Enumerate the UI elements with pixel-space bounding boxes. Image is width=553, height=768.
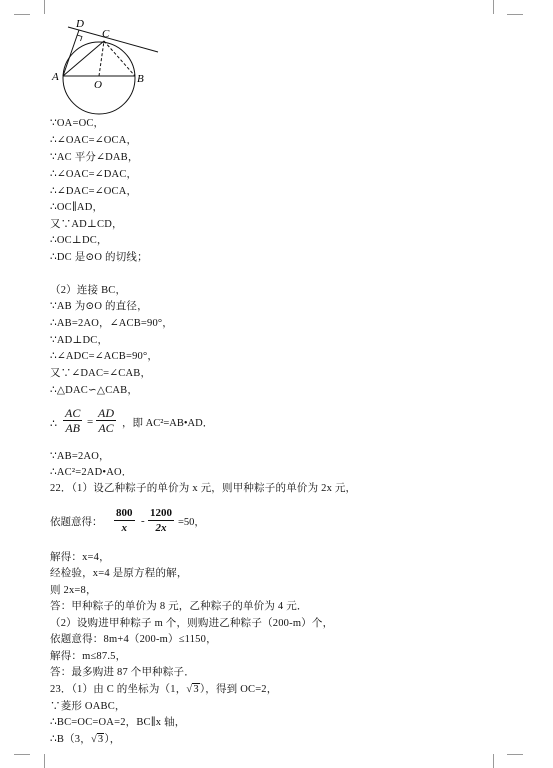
therefore-symbol: ∴ (50, 418, 57, 430)
text-line: 经检验，x=4 是原方程的解， (50, 568, 188, 579)
text-line: ∴∠OAC=∠DAC， (50, 169, 138, 180)
text-line: （2）设购进甲种粽子 m 个，则购进乙种粽子（200-m）个， (50, 618, 334, 629)
text-line: ∴∠DAC=∠OCA， (50, 186, 138, 197)
text-line: ∴AC²=2AD•AO． (50, 467, 133, 478)
crop-mark-bottom-left (30, 754, 45, 768)
text-line: ∵AC 平分∠DAB， (50, 152, 139, 163)
equation-conclusion: ，即 AC²=AB•AD． (122, 418, 214, 429)
fraction-numerator: 800 (116, 507, 133, 519)
crop-mark-top-left (30, 0, 45, 14)
label-o: O (94, 79, 102, 91)
fraction-numerator: AD (98, 406, 114, 420)
text-line: 解得：x=4， (50, 552, 110, 563)
fraction-numerator: 1200 (150, 507, 172, 519)
fraction-denominator: x (121, 522, 127, 534)
text-line: ∴OC∥AD， (50, 202, 104, 213)
fraction-ad-ac (96, 406, 116, 435)
line-cb-dashed (104, 41, 135, 76)
text-line: 又∵AD⊥CD， (50, 219, 123, 230)
sqrt-radicand: 3 (193, 684, 199, 695)
crop-mark-bottom-left-h (14, 754, 30, 755)
crop-mark-bottom-right (493, 754, 508, 768)
line-oc-dashed (99, 41, 104, 76)
fraction-800-x (114, 506, 135, 535)
text-line: ∴∠OAC=∠OCA， (50, 135, 138, 146)
question-22-heading: 22．（1）设乙种粽子的单价为 x 元，则甲种粽子的单价为 2x 元， (50, 483, 357, 494)
equals-sign: = (87, 416, 94, 428)
crop-mark-top-right-h (507, 14, 523, 15)
crop-mark-top-right (493, 0, 508, 14)
q23-b-text-b: ）， (104, 734, 121, 745)
fraction-denominator: AB (65, 421, 80, 435)
right-angle-mark (77, 35, 82, 41)
equation-result: =50， (178, 517, 205, 528)
fraction-denominator: 2x (155, 522, 167, 534)
text-line: ∵OA=OC， (50, 118, 105, 129)
text-line: ∴∠ADC=∠ACB=90°， (50, 351, 159, 362)
label-c: C (102, 28, 110, 40)
q23-text-b: ），得到 OC=2， (199, 684, 278, 695)
label-a: A (52, 71, 59, 83)
sqrt-radicand: 3 (97, 734, 104, 745)
crop-mark-top-left-h (14, 14, 30, 15)
text-line: 依题意得：8m+4（200-m）≤1150， (50, 634, 217, 645)
text-line: （2）连接 BC， (50, 285, 127, 296)
text-line: ∴AB=2AO，∠ACB=90°， (50, 318, 174, 329)
fraction-1200-2x (148, 506, 174, 535)
text-line: ∵AB 为⊙O 的直径， (50, 301, 148, 312)
fraction-denominator: AC (98, 421, 114, 435)
text-line: ∵AD⊥DC， (50, 335, 109, 346)
label-b: B (137, 73, 144, 85)
label-d: D (76, 18, 84, 30)
q23-text-a: 23．（1）由 C 的坐标为（1， (50, 684, 187, 695)
text-line: 则 2x=8， (50, 585, 97, 596)
text-line: 解得：m≤87.5， (50, 651, 127, 662)
sqrt-symbol: √ (90, 734, 97, 745)
tangent-line-dc (68, 27, 158, 52)
fraction-ac-ab (63, 406, 82, 435)
text-line: 又∵∠DAC=∠CAB， (50, 368, 152, 379)
circle-o (63, 42, 135, 114)
minus-sign: - (141, 515, 145, 527)
text-line: ∴DC 是⊙O 的切线； (50, 252, 148, 263)
text-line: ∴OC⊥DC， (50, 235, 108, 246)
q23-b-text-a: ∴B（3， (50, 734, 91, 745)
fraction-numerator: AC (65, 406, 81, 420)
question-23-heading (50, 682, 277, 698)
text-line: 答：甲种粽子的单价为 8 元，乙种粽子的单价为 4 元． (50, 601, 308, 612)
text-line: ∴BC=OC=OA=2，BC∥x 轴， (50, 717, 186, 728)
text-line: ∵菱形 OABC， (50, 701, 126, 712)
text-line: ∵AB=2AO， (50, 451, 110, 462)
circle-tangent-figure (46, 14, 170, 116)
text-line: 答：最多购进 87 个甲种粽子． (50, 667, 195, 678)
crop-mark-bottom-right-h (507, 754, 523, 755)
equation-prefix: 依题意得： (50, 517, 103, 528)
point-b-coordinates (50, 732, 121, 748)
text-line: ∴△DAC∽△CAB， (50, 385, 139, 396)
sqrt-symbol: √ (186, 684, 193, 695)
